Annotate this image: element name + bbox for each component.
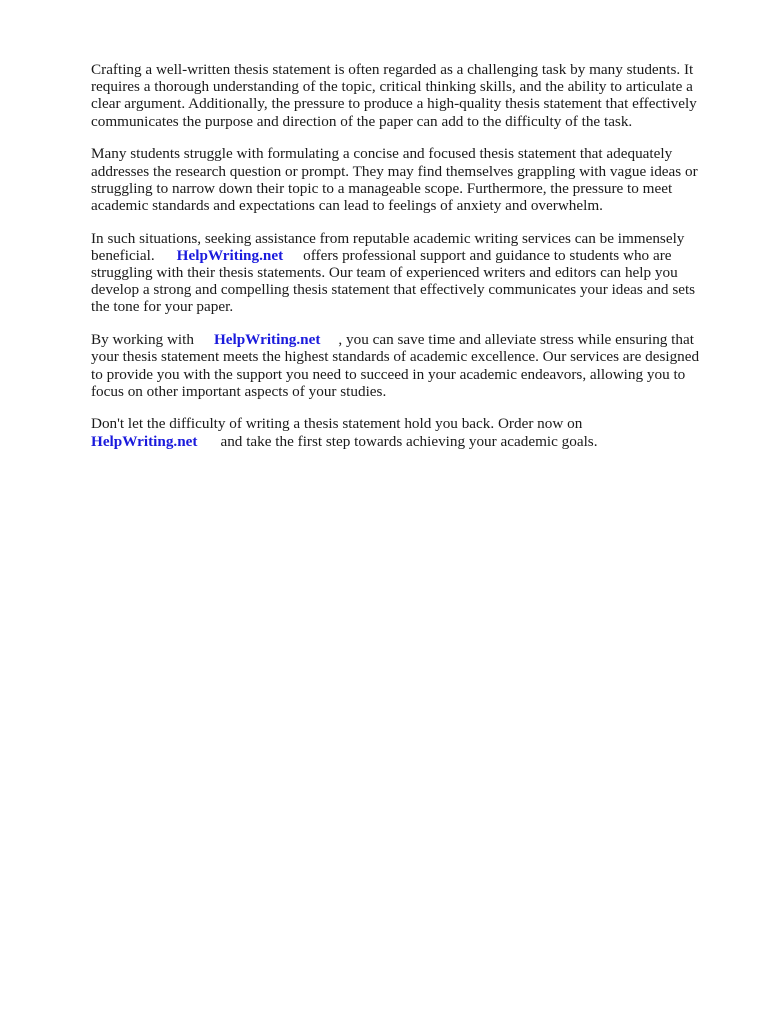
text-line: to provide you with the support you need to succeed in your academic endeavors, allowing you to: [91, 365, 686, 383]
text-line-with-link: [91, 331, 716, 348]
text-line: Don't let the difficulty of writing a thesis statement hold you back. Order now on: [91, 415, 583, 433]
text-line: the tone for your paper.: [91, 298, 234, 316]
text-line: requires a thorough understanding of the topic, critical thinking skills, and the ability to articulate a: [91, 78, 693, 96]
helpwriting-link[interactable]: HelpWriting.net: [213, 331, 321, 349]
text-segment: By working with: [91, 331, 194, 349]
helpwriting-link[interactable]: HelpWriting.net: [91, 432, 198, 450]
document-page: [91, 61, 716, 465]
text-line: In such situations, seeking assistance from reputable academic writing services can be immensely: [91, 229, 685, 247]
paragraph-4: [91, 331, 716, 400]
text-line: focus on other important aspects of your studies.: [91, 382, 387, 400]
text-line-with-link: [91, 433, 716, 450]
paragraph-5: [91, 415, 716, 449]
text-line-with-link: [91, 247, 716, 264]
helpwriting-link[interactable]: HelpWriting.net: [176, 246, 284, 264]
text-line: struggling to narrow down their topic to a manageable scope. Furthermore, the pressure to meet: [91, 179, 673, 197]
text-segment: , you can save time and alleviate stress while ensuring that: [338, 331, 694, 349]
text-line: develop a strong and compelling thesis statement that effectively communicates your ideas and sets: [91, 281, 696, 299]
text-line: addresses the research question or prompt. They may find themselves grappling with vague ideas or: [91, 162, 698, 180]
text-line: Crafting a well-written thesis statement is often regarded as a challenging task by many students. It: [91, 61, 694, 78]
text-segment: beneficial.: [91, 246, 155, 264]
text-line: academic standards and expectations can lead to feelings of anxiety and overwhelm.: [91, 196, 603, 214]
text-line: your thesis statement meets the highest standards of academic excellence. Our services are designed: [91, 348, 700, 366]
text-line: struggling with their thesis statements. Our team of experienced writers and editors can help you: [91, 264, 678, 282]
text-line: Many students struggle with formulating a concise and focused thesis statement that adequately: [91, 145, 673, 163]
paragraph-1: [91, 61, 716, 130]
paragraph-2: [91, 145, 716, 214]
text-segment: offers professional support and guidance to students who are: [303, 246, 672, 264]
paragraph-3: [91, 230, 716, 316]
text-line: clear argument. Additionally, the pressure to produce a high-quality thesis statement that effectively: [91, 95, 697, 113]
text-line: communicates the purpose and direction of the paper can add to the difficulty of the task.: [91, 112, 633, 130]
text-segment: and take the first step towards achieving your academic goals.: [220, 432, 598, 450]
